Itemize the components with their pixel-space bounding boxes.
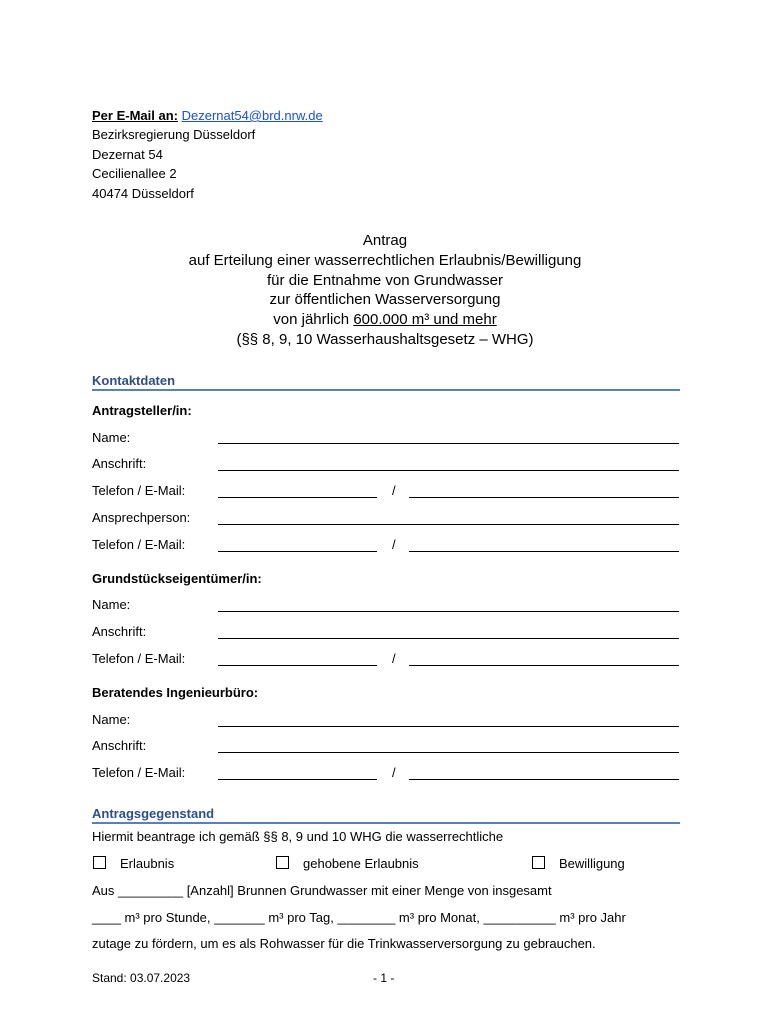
document-title: Antrag — [362, 232, 408, 249]
antragsteller-email-field[interactable] — [409, 497, 679, 498]
title-line-entnahme: für die Entnahme von Grundwasser — [267, 272, 503, 289]
recipient-email-line — [92, 106, 323, 126]
address-line-department: Dezernat 54 — [92, 147, 163, 162]
address-line-authority: Bezirksregierung Düsseldorf — [92, 127, 256, 142]
title-menge-value: 600.000 m³ und mehr — [353, 311, 497, 328]
antragsteller-anschrift-label: Anschrift: — [92, 456, 147, 471]
ingenieur-anschrift-label: Anschrift: — [92, 738, 147, 753]
ingenieur-telefon-label: Telefon / E-Mail: — [92, 765, 186, 780]
section-heading-antragsgegenstand: Antragsgegenstand — [92, 806, 680, 824]
separator-slash: / — [392, 483, 396, 498]
footer-page-number: - 1 - — [373, 971, 395, 985]
separator-slash: / — [392, 765, 396, 780]
section-heading-kontaktdaten: Kontaktdaten — [92, 373, 680, 391]
checkbox-erlaubnis[interactable] — [93, 856, 106, 869]
eigentuemer-anschrift-field[interactable] — [218, 638, 679, 639]
ingenieur-name-label: Name: — [92, 712, 131, 727]
mengen-fields-line[interactable]: ____ m³ pro Stunde, _______ m³ pro Tag, ________ m³ pro Monat, __________ m³ pro Jahr — [92, 910, 626, 925]
email-label: Per E-Mail an: — [92, 108, 178, 123]
option-label-erlaubnis: Erlaubnis — [120, 856, 175, 871]
antragsteller-telefon-field[interactable] — [218, 497, 377, 498]
title-line-law: (§§ 8, 9, 10 Wasserhaushaltsgesetz – WHG) — [236, 331, 534, 348]
ansprechperson-telefon-field[interactable] — [218, 551, 377, 552]
ansprechperson-label: Ansprechperson: — [92, 510, 191, 525]
brunnen-menge-line[interactable]: Aus _________ [Anzahl] Brunnen Grundwasser mit einer Menge von insgesamt — [92, 883, 552, 898]
eigentuemer-email-field[interactable] — [409, 665, 679, 666]
title-menge-prefix: von jährlich — [273, 311, 354, 328]
ingenieur-name-field[interactable] — [218, 726, 679, 727]
address-line-street: Cecilienallee 2 — [92, 166, 177, 181]
zweck-line: zutage zu fördern, um es als Rohwasser für die Trinkwasserversorgung zu gebrauchen. — [92, 936, 596, 951]
option-label-gehobene-erlaubnis: gehobene Erlaubnis — [303, 856, 419, 871]
eigentuemer-telefon-label: Telefon / E-Mail: — [92, 651, 186, 666]
checkbox-gehobene-erlaubnis[interactable] — [276, 856, 289, 869]
option-label-bewilligung: Bewilligung — [559, 856, 625, 871]
title-line-menge — [0, 310, 770, 330]
antragsteller-anschrift-field[interactable] — [218, 470, 679, 471]
checkbox-bewilligung[interactable] — [532, 856, 545, 869]
footer-stand: Stand: 03.07.2023 — [92, 971, 191, 985]
separator-slash: / — [392, 651, 396, 666]
eigentuemer-heading: Grundstückseigentümer/in: — [92, 571, 262, 586]
eigentuemer-anschrift-label: Anschrift: — [92, 624, 147, 639]
antragsteller-telefon-label: Telefon / E-Mail: — [92, 483, 186, 498]
antragsteller-name-label: Name: — [92, 430, 131, 445]
eigentuemer-name-label: Name: — [92, 597, 131, 612]
email-link[interactable]: Dezernat54@brd.nrw.de — [181, 108, 323, 123]
antragsteller-name-field[interactable] — [218, 443, 679, 444]
separator-slash: / — [392, 537, 396, 552]
eigentuemer-telefon-field[interactable] — [218, 665, 377, 666]
ingenieur-email-field[interactable] — [409, 779, 679, 780]
ansprechperson-email-field[interactable] — [409, 551, 679, 552]
ingenieur-anschrift-field[interactable] — [218, 752, 679, 753]
address-line-city: 40474 Düsseldorf — [92, 186, 194, 201]
eigentuemer-name-field[interactable] — [218, 611, 679, 612]
antragsteller-heading: Antragsteller/in: — [92, 403, 192, 418]
ingenieur-heading: Beratendes Ingenieurbüro: — [92, 685, 259, 700]
ansprechperson-field[interactable] — [218, 524, 679, 525]
gegenstand-intro: Hiermit beantrage ich gemäß §§ 8, 9 und 10 WHG die wasserrechtliche — [92, 829, 504, 844]
ingenieur-telefon-field[interactable] — [218, 779, 377, 780]
document-subtitle: auf Erteilung einer wasserrechtlichen Erlaubnis/Bewilligung — [188, 252, 582, 269]
title-line-versorgung: zur öffentlichen Wasserversorgung — [269, 291, 501, 308]
ansprechperson-telefon-label: Telefon / E-Mail: — [92, 537, 186, 552]
